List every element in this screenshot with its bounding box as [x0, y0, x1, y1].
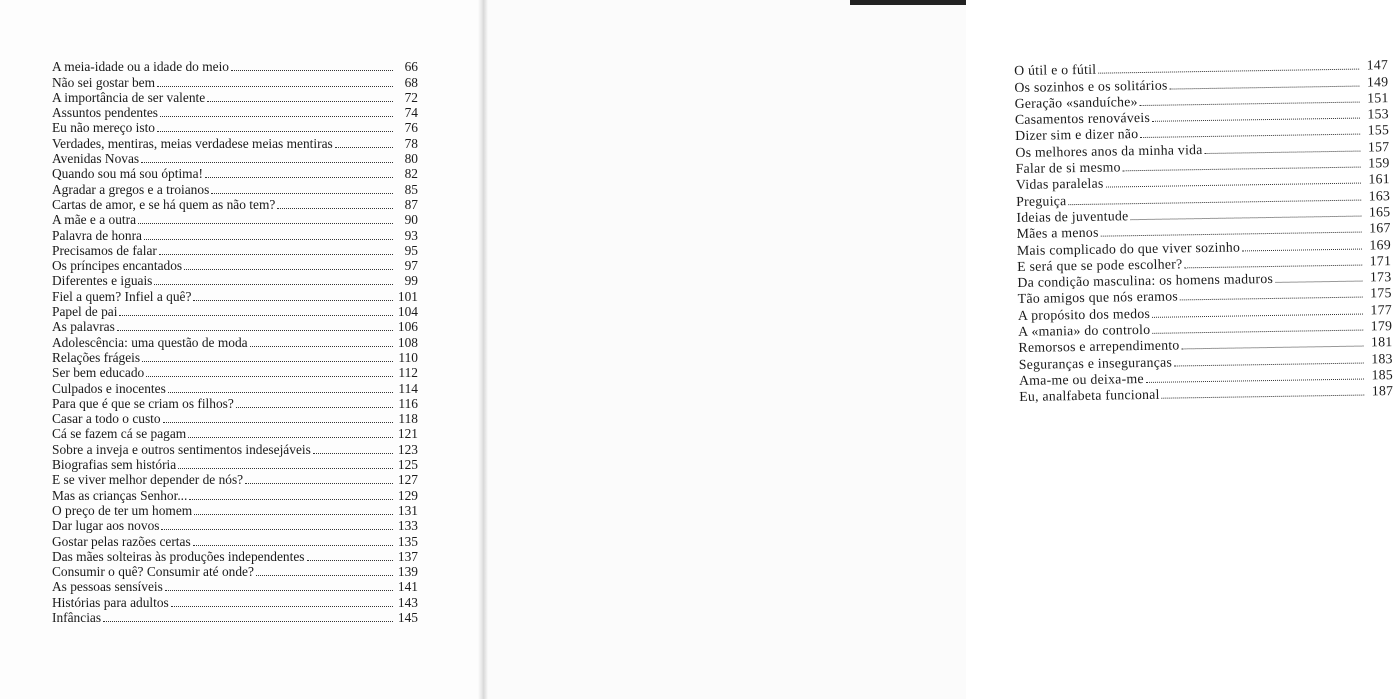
toc-entry-page-number: 157	[1367, 138, 1390, 155]
toc-entry-page-number: 133	[397, 518, 418, 534]
left-page	[0, 0, 482, 699]
toc-entry-title: Consumir o quê? Consumir até onde?	[52, 564, 254, 580]
toc-entry-title: Gostar pelas razões certas	[52, 533, 191, 549]
toc-entry-page-number: 171	[1369, 252, 1392, 269]
toc-entry-title: Dizer sim e dizer não	[1015, 126, 1139, 144]
toc-entry-title: Para que é que se criam os filhos?	[52, 395, 234, 411]
toc-entry-title: Palavra de honra	[52, 227, 142, 243]
toc-dot-leader	[157, 86, 393, 87]
toc-entry-title: As pessoas sensíveis	[52, 579, 163, 595]
toc-entry	[52, 518, 418, 533]
toc-entry-page-number: 112	[398, 365, 418, 381]
toc-dot-leader	[1170, 85, 1360, 89]
toc-entry-title: Precisamos de falar	[52, 242, 157, 258]
toc-entry-page-number: 139	[397, 564, 418, 580]
toc-entry-page-number: 183	[1371, 350, 1393, 367]
toc-entry	[52, 441, 418, 456]
toc-entry	[52, 304, 418, 319]
toc-entry	[52, 319, 418, 334]
toc-dot-leader	[1275, 281, 1362, 283]
toc-entry	[52, 549, 418, 564]
toc-entry-title: Vidas paralelas	[1015, 175, 1104, 193]
toc-entry-page-number: 177	[1370, 301, 1393, 318]
toc-entry-title: A importância de ser valente	[52, 89, 206, 105]
toc-entry-title: Mas as crianças Senhor...	[52, 487, 188, 503]
toc-entry-title: Mães a menos	[1016, 224, 1099, 242]
book-gutter	[478, 0, 488, 699]
toc-entry-page-number: 159	[1368, 155, 1390, 171]
toc-entry	[52, 457, 418, 472]
toc-entry-page-number: 131	[397, 502, 418, 518]
toc-entry-title: Dar lugar aos novos	[52, 518, 160, 534]
toc-entry	[52, 227, 418, 242]
toc-entry	[52, 74, 418, 89]
toc-entry-page-number: 185	[1371, 367, 1393, 383]
toc-entry	[52, 380, 418, 395]
toc-entry-title: Falar de si mesmo	[1015, 159, 1121, 177]
toc-entry	[52, 243, 418, 258]
toc-entry-page-number: 135	[397, 533, 418, 549]
toc-entry-page-number: 95	[404, 242, 418, 258]
toc-entry-page-number: 147	[1366, 57, 1389, 73]
scan-edge-bar	[850, 0, 966, 5]
toc-entry-page-number: 76	[404, 120, 418, 136]
toc-entry-title: Papel de pai	[52, 304, 118, 320]
toc-entry-page-number: 87	[404, 196, 418, 212]
toc-entry	[52, 472, 418, 487]
toc-entry	[52, 90, 418, 105]
toc-entry-title: O útil e o fútil	[1014, 62, 1097, 79]
toc-entry-title: Das mães solteiras às produções independentes	[52, 548, 305, 564]
toc-entry	[52, 610, 418, 625]
toc-entry-title: Agradar a gregos e a troianos	[52, 181, 210, 197]
toc-dot-leader	[1184, 264, 1362, 268]
toc-entry-page-number: 80	[404, 151, 418, 167]
left-toc-list	[52, 59, 418, 625]
toc-entry-title: Culpados e inocentes	[52, 380, 166, 396]
toc-entry-page-number: 101	[397, 288, 418, 304]
toc-dot-leader	[119, 315, 393, 316]
toc-entry	[52, 396, 418, 411]
toc-entry	[52, 411, 418, 426]
toc-entry	[52, 59, 418, 74]
toc-entry-page-number: 121	[397, 426, 418, 442]
toc-entry	[52, 487, 418, 502]
toc-entry-page-number: 93	[404, 227, 418, 243]
toc-entry-title: Casar a todo o custo	[52, 411, 161, 427]
toc-entry-title: Fiel a quem? Infiel a quê?	[52, 288, 192, 304]
toc-dot-leader	[138, 223, 393, 224]
toc-entry-title: Avenidas Novas	[52, 151, 140, 167]
toc-entry-page-number: 161	[1368, 171, 1391, 187]
toc-dot-leader	[157, 131, 393, 132]
toc-dot-leader	[1174, 362, 1364, 366]
toc-entry-title: Relações frágeis	[52, 349, 141, 365]
toc-dot-leader	[168, 392, 393, 393]
toc-entry-title: Da condição masculina: os homens maduros	[1017, 271, 1274, 291]
toc-dot-leader	[231, 70, 393, 71]
toc-dot-leader	[307, 560, 394, 561]
toc-entry-title: Infâncias	[52, 609, 102, 625]
toc-dot-leader	[117, 330, 393, 331]
toc-entry	[52, 120, 418, 135]
toc-dot-leader	[250, 346, 393, 347]
toc-entry-title: Preguiça	[1016, 192, 1067, 209]
toc-entry-title: Quando sou má sou óptima!	[52, 166, 203, 182]
toc-entry-title: Mais complicado do que viver sozinho	[1016, 239, 1241, 258]
toc-entry-page-number: 167	[1369, 220, 1391, 236]
toc-entry-page-number: 90	[404, 212, 418, 228]
toc-entry-title: Biografias sem história	[52, 457, 177, 473]
toc-entry	[52, 105, 418, 120]
toc-entry-page-number: 151	[1367, 90, 1389, 106]
toc-entry-page-number: 108	[397, 334, 418, 350]
toc-dot-leader	[205, 177, 393, 178]
toc-entry-page-number: 165	[1368, 204, 1391, 220]
toc-entry-title: Cartas de amor, e se há quem as não tem?	[52, 196, 276, 212]
toc-entry-page-number: 175	[1370, 285, 1392, 301]
toc-entry-page-number: 127	[397, 472, 418, 488]
toc-entry-title: Eu, analfabeta funcional	[1019, 386, 1160, 405]
toc-dot-leader	[184, 269, 393, 270]
toc-dot-leader	[236, 407, 393, 408]
toc-entry-page-number: 114	[398, 380, 418, 396]
toc-dot-leader	[188, 437, 393, 438]
toc-entry-page-number: 179	[1370, 318, 1393, 334]
toc-entry-title: Os príncipes encantados	[52, 258, 183, 274]
toc-entry-page-number: 82	[404, 166, 418, 182]
toc-dot-leader	[159, 254, 393, 255]
toc-entry-title: Sobre a inveja e outros sentimentos indesejáveis	[52, 441, 311, 457]
toc-entry-page-number: 145	[397, 609, 418, 625]
toc-entry-title: Diferentes e iguais	[52, 273, 153, 289]
toc-dot-leader	[1162, 395, 1365, 399]
toc-dot-leader	[1180, 297, 1363, 301]
toc-dot-leader	[277, 208, 393, 209]
toc-dot-leader	[189, 499, 393, 500]
toc-dot-leader	[171, 606, 393, 607]
toc-entry-page-number: 106	[397, 319, 418, 335]
toc-entry-page-number: 72	[404, 89, 418, 105]
toc-entry-page-number: 129	[397, 487, 418, 503]
toc-dot-leader	[194, 514, 393, 515]
toc-entry	[52, 579, 418, 594]
toc-entry-page-number: 181	[1370, 334, 1393, 350]
toc-entry	[52, 350, 418, 365]
toc-entry-page-number: 68	[404, 74, 418, 90]
toc-dot-leader	[313, 453, 393, 454]
toc-dot-leader	[154, 284, 393, 285]
toc-entry-page-number: 85	[404, 181, 418, 197]
toc-entry-page-number: 173	[1369, 269, 1392, 285]
toc-entry-title: E se viver melhor depender de nós?	[52, 472, 244, 488]
toc-entry-title: Remorsos e arrependimento	[1018, 337, 1180, 356]
toc-dot-leader	[1182, 346, 1364, 350]
toc-dot-leader	[207, 101, 393, 102]
toc-entry-page-number: 123	[397, 441, 418, 457]
toc-entry-title: As palavras	[52, 319, 115, 335]
toc-dot-leader	[245, 483, 393, 484]
toc-entry	[52, 181, 418, 196]
toc-entry-title: Casamentos renováveis	[1014, 110, 1151, 128]
toc-dot-leader	[256, 575, 393, 576]
toc-dot-leader	[165, 590, 393, 591]
toc-entry	[52, 365, 418, 380]
toc-entry	[52, 426, 418, 441]
toc-dot-leader	[335, 147, 393, 148]
toc-entry	[52, 533, 418, 548]
toc-entry	[52, 197, 418, 212]
toc-dot-leader	[142, 361, 393, 362]
toc-entry-page-number: 104	[397, 304, 418, 320]
toc-entry-page-number: 149	[1366, 73, 1389, 90]
toc-dot-leader	[193, 545, 393, 546]
toc-dot-leader	[161, 529, 393, 530]
toc-entry-page-number: 66	[404, 59, 418, 75]
toc-entry-title: Tão amigos que nós eramos	[1017, 288, 1179, 307]
toc-entry-title: Verdades, mentiras, meias verdadese meias mentiras	[52, 135, 333, 151]
toc-entry-page-number: 141	[397, 579, 418, 595]
toc-entry	[52, 212, 418, 227]
toc-dot-leader	[1242, 248, 1362, 251]
toc-entry	[52, 594, 418, 609]
toc-dot-leader	[160, 116, 393, 117]
toc-entry	[52, 564, 418, 579]
toc-entry	[52, 166, 418, 181]
toc-entry	[52, 135, 418, 150]
toc-entry	[52, 258, 418, 273]
toc-entry-title: Eu não mereço isto	[52, 120, 155, 136]
toc-entry	[52, 503, 418, 518]
toc-entry-page-number: 118	[398, 411, 418, 427]
toc-dot-leader	[103, 621, 393, 622]
toc-entry-title: Assuntos pendentes	[52, 105, 159, 121]
toc-entry-title: Ama-me ou deixa-me	[1018, 370, 1144, 388]
toc-entry-page-number: 78	[404, 135, 418, 151]
toc-entry-title: Histórias para adultos	[52, 594, 169, 610]
toc-entry	[52, 273, 418, 288]
toc-entry-page-number: 125	[397, 457, 418, 473]
right-page	[482, 0, 1393, 699]
toc-entry-page-number: 187	[1371, 383, 1393, 399]
toc-dot-leader	[144, 239, 393, 240]
toc-entry-title: Geração «sanduíche»	[1014, 93, 1138, 111]
toc-entry-title: Os melhores anos da minha vida	[1015, 141, 1203, 160]
right-toc-list	[1014, 56, 1393, 404]
toc-entry-title: Os sozinhos e os solitários	[1014, 77, 1168, 95]
toc-entry-title: Seguranças e inseguranças	[1018, 354, 1173, 372]
toc-entry-page-number: 155	[1367, 122, 1390, 138]
toc-dot-leader	[146, 376, 393, 377]
toc-entry-page-number: 99	[404, 273, 418, 289]
toc-entry-page-number: 163	[1368, 187, 1391, 204]
toc-entry-page-number: 97	[404, 258, 418, 274]
toc-entry-page-number: 116	[398, 395, 418, 411]
toc-entry-page-number: 153	[1367, 106, 1389, 122]
toc-entry-title: O preço de ter um homem	[52, 502, 193, 518]
toc-entry	[52, 334, 418, 349]
toc-entry-page-number: 137	[397, 548, 418, 564]
toc-dot-leader	[141, 162, 393, 163]
toc-entry-title: Não sei gostar bem	[52, 74, 156, 90]
toc-entry-page-number: 110	[398, 349, 418, 365]
toc-dot-leader	[163, 422, 393, 423]
toc-entry-title: A propósito dos medos	[1017, 305, 1151, 323]
toc-entry-title: Adolescência: uma questão de moda	[52, 334, 248, 350]
toc-entry-title: E será que se pode escolher?	[1017, 256, 1183, 274]
toc-dot-leader	[193, 300, 393, 301]
toc-entry-page-number: 169	[1369, 236, 1392, 253]
toc-entry-title: Ideias de juventude	[1016, 208, 1129, 225]
toc-dot-leader	[1205, 150, 1361, 153]
toc-entry-title: Cá se fazem cá se pagam	[52, 426, 187, 442]
toc-entry-title: Ser bem educado	[52, 365, 145, 381]
toc-entry-title: A «mania» do controlo	[1018, 321, 1151, 340]
toc-dot-leader	[178, 468, 393, 469]
toc-entry	[52, 288, 418, 303]
toc-entry-page-number: 143	[397, 594, 418, 610]
toc-dot-leader	[211, 193, 393, 194]
toc-entry-title: A meia-idade ou a idade do meio	[52, 59, 229, 75]
toc-entry-page-number: 74	[404, 105, 418, 121]
toc-entry-title: A mãe e a outra	[52, 212, 137, 228]
toc-entry	[52, 151, 418, 166]
